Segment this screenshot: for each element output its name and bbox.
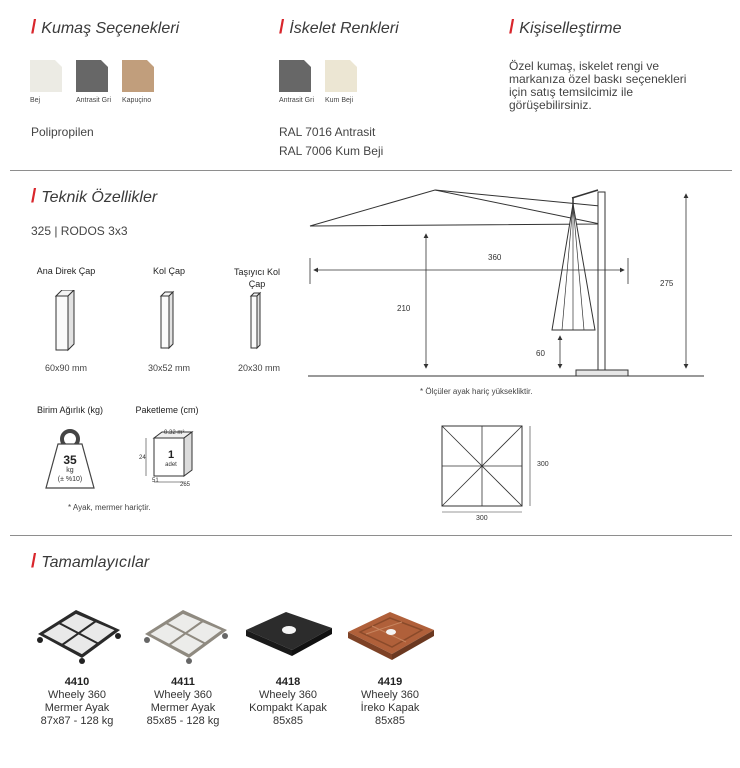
accessory-line: İreko Kapak bbox=[360, 702, 420, 714]
section-divider bbox=[10, 170, 732, 171]
profile-label-carrier-arm: Taşıyıcı Kol Çap bbox=[233, 267, 280, 289]
accessory-code: 4418 bbox=[275, 676, 301, 688]
weight-unit: kg bbox=[66, 467, 74, 474]
weight-tolerance: (± %10) bbox=[57, 476, 83, 483]
profile-dim: 20x30 mm bbox=[237, 363, 281, 373]
top-view-depth: 300 bbox=[537, 461, 549, 468]
fabric-swatch-label: Bej bbox=[30, 97, 41, 104]
main-pole-profile-icon bbox=[50, 290, 80, 352]
accessory-line: Wheely 360 bbox=[47, 689, 107, 701]
package-label: Paketleme (cm) bbox=[135, 405, 199, 415]
accessory-description bbox=[335, 689, 445, 728]
weight-label: Birim Ağırlık (kg) bbox=[36, 405, 103, 415]
frame-swatch-label: Kum Beji bbox=[325, 97, 354, 104]
accessory-line: Mermer Ayak bbox=[44, 702, 110, 714]
accent-slash: / bbox=[31, 186, 37, 207]
span-label: 360 bbox=[488, 253, 502, 262]
ral-line: RAL 7006 Kum Beji bbox=[279, 144, 384, 158]
custom-section-title bbox=[509, 17, 622, 39]
umbrella-side-view-diagram bbox=[300, 184, 710, 380]
accessory-line: Wheely 360 bbox=[360, 689, 420, 701]
tech-title-text: Teknik Özellikler bbox=[41, 189, 158, 206]
fabric-material: Polipropilen bbox=[31, 125, 94, 139]
accent-slash: / bbox=[31, 551, 37, 572]
accessory-line: 85x85 bbox=[375, 715, 405, 727]
profile-dim: 30x52 mm bbox=[147, 363, 191, 373]
accessory-line: Wheely 360 bbox=[153, 689, 213, 701]
model-name: 325 | RODOS 3x3 bbox=[31, 224, 128, 238]
profile-dim: 60x90 mm bbox=[44, 363, 88, 373]
ral-line: RAL 7016 Antrasit bbox=[279, 125, 376, 139]
accessory-code: 4419 bbox=[377, 676, 403, 688]
accessory-description bbox=[22, 689, 132, 728]
accent-slash: / bbox=[31, 17, 37, 38]
accessories-title-text: Tamamlayıcılar bbox=[41, 554, 150, 571]
custom-text: Özel kumaş, iskelet rengi ve markanıza özel baskı seçenekleri için satış temsilcimiz ile görüşebilirsiniz. bbox=[509, 59, 687, 112]
accessory-code: 4411 bbox=[171, 676, 195, 688]
tech-section-title bbox=[31, 186, 157, 208]
accessory-line: Mermer Ayak bbox=[150, 702, 216, 714]
accessory-description bbox=[233, 689, 343, 728]
accent-slash: / bbox=[279, 17, 285, 38]
frame-swatch-sand-beige[interactable] bbox=[325, 60, 357, 92]
carrier-arm-profile-icon bbox=[243, 290, 273, 352]
fabric-swatch-label: Antrasit Gri bbox=[76, 97, 112, 104]
marble-base-black-image[interactable] bbox=[30, 604, 124, 664]
accessory-description bbox=[128, 689, 238, 728]
frame-title-text: İskelet Renkleri bbox=[289, 20, 399, 37]
marble-base-grey-image[interactable] bbox=[137, 604, 231, 664]
fabric-swatch-label: Kapuçino bbox=[122, 97, 152, 104]
arm-profile-icon bbox=[153, 290, 183, 352]
fabric-swatch-anthracite[interactable] bbox=[76, 60, 108, 92]
frame-swatch-anthracite[interactable] bbox=[279, 60, 311, 92]
frame-swatch-label: Antrasit Gri bbox=[279, 97, 315, 104]
accessory-line: 87x87 - 128 kg bbox=[40, 715, 114, 727]
height-under-label: 210 bbox=[397, 304, 411, 313]
accessory-line: 85x85 bbox=[273, 715, 303, 727]
accent-slash: / bbox=[509, 17, 515, 38]
accessory-line: Wheely 360 bbox=[258, 689, 318, 701]
package-qty: 1 bbox=[167, 449, 175, 461]
fabric-swatch-cappuccino[interactable] bbox=[122, 60, 154, 92]
custom-title-text: Kişiselleştirme bbox=[519, 20, 622, 37]
profile-label-arm: Kol Çap bbox=[152, 266, 186, 276]
fabric-swatch-beige[interactable] bbox=[30, 60, 62, 92]
accessories-section-title bbox=[31, 551, 149, 573]
diagram-note: * Ölçüler ayak hariç yüksekliktir. bbox=[420, 387, 533, 396]
top-view-width: 300 bbox=[476, 515, 488, 522]
compact-cover-image[interactable] bbox=[242, 604, 336, 664]
section-divider bbox=[10, 535, 732, 536]
weight-note: * Ayak, mermer hariçtir. bbox=[68, 503, 151, 512]
fabric-title-text: Kumaş Seçenekleri bbox=[41, 20, 180, 37]
package-qty-unit: adet bbox=[165, 462, 177, 468]
package-height: 24 bbox=[139, 455, 146, 461]
clearance-label: 60 bbox=[536, 349, 545, 358]
frame-section-title bbox=[279, 17, 399, 39]
accessory-code: 4410 bbox=[64, 676, 90, 688]
total-height-label: 275 bbox=[660, 279, 674, 288]
package-length: 265 bbox=[180, 482, 191, 488]
umbrella-top-view-diagram bbox=[436, 420, 546, 530]
package-depth: 51 bbox=[152, 478, 159, 484]
wood-cover-image[interactable] bbox=[344, 604, 438, 664]
fabric-section-title bbox=[31, 17, 179, 39]
accessory-line: 85x85 - 128 kg bbox=[146, 715, 220, 727]
profile-label-main-pole: Ana Direk Çap bbox=[36, 266, 96, 276]
accessory-line: Kompakt Kapak bbox=[249, 702, 327, 714]
weight-value: 35 bbox=[63, 453, 77, 467]
package-volume: 0.32 m³ bbox=[164, 430, 185, 436]
